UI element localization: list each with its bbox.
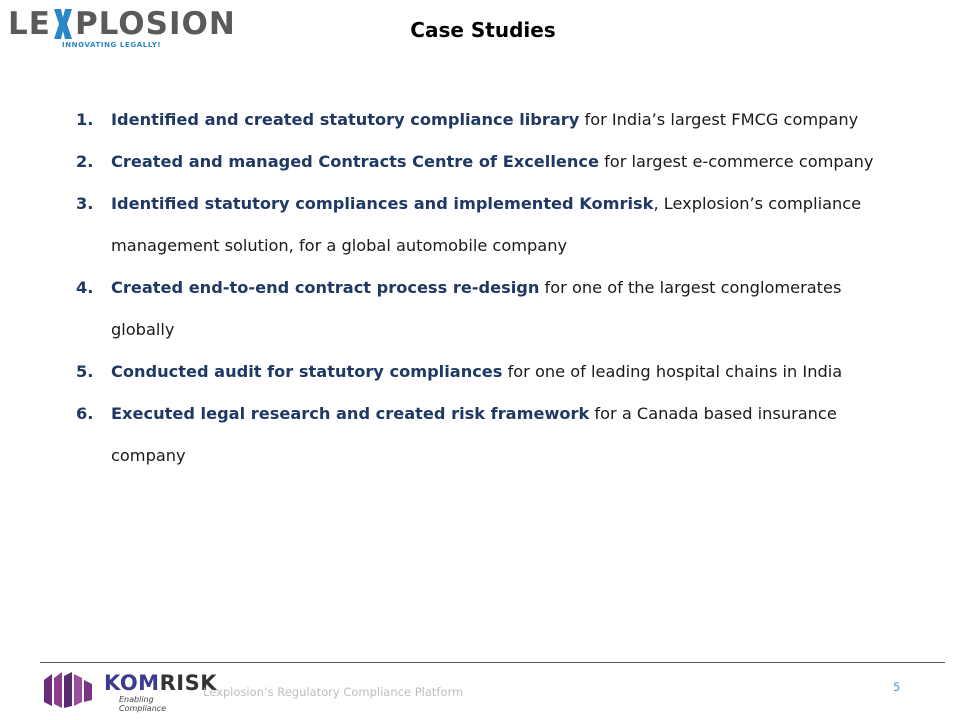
- case-study-item: [76, 183, 906, 267]
- case-study-number: 1.: [76, 110, 94, 129]
- case-study-detail: for one of the largest conglomerates globally: [111, 278, 842, 339]
- case-study-item: [76, 99, 906, 141]
- case-study-highlight: Created end-to-end contract process re-design: [111, 278, 540, 297]
- lexplosion-wordmark: LE PLOSION: [8, 6, 236, 42]
- case-study-detail: for India’s largest FMCG company: [579, 110, 859, 129]
- case-study-item: [76, 393, 906, 477]
- komrisk-emblem-icon: [42, 670, 100, 714]
- case-study-item: [76, 141, 906, 183]
- case-study-number: 4.: [76, 278, 94, 297]
- case-study-text: [111, 141, 873, 183]
- case-study-highlight: Identified statutory compliances and implemented Komrisk: [111, 194, 654, 213]
- case-study-text: [111, 99, 858, 141]
- case-study-detail: , Lexplosion’s compliance management solution, for a global automobile company: [111, 194, 862, 255]
- case-study-text: [111, 393, 906, 477]
- case-study-item: [76, 267, 906, 351]
- page-number: 5: [893, 680, 901, 694]
- komrisk-logo: [42, 668, 217, 713]
- case-study-item: [76, 351, 906, 393]
- lexplosion-tagline: INNOVATING LEGALLY!: [62, 41, 162, 49]
- case-study-text: [111, 267, 906, 351]
- case-study-highlight: Executed legal research and created risk framework: [111, 404, 590, 423]
- case-study-detail: for one of leading hospital chains in India: [502, 362, 843, 381]
- case-study-list: [76, 99, 906, 477]
- case-study-highlight: Identified and created statutory compliance library: [111, 110, 580, 129]
- case-study-number: 6.: [76, 404, 94, 423]
- case-study-highlight: Created and managed Contracts Centre of Excellence: [111, 152, 599, 171]
- footer-caption: Lexplosion’s Regulatory Compliance Platform: [203, 685, 464, 699]
- case-study-number: 5.: [76, 362, 94, 381]
- page-title: Case Studies: [410, 18, 556, 42]
- case-study-text: [111, 183, 906, 267]
- komrisk-wordmark: KOMRISK: [104, 671, 217, 695]
- footer-divider: [40, 662, 945, 663]
- case-study-highlight: Conducted audit for statutory compliances: [111, 362, 503, 381]
- case-study-number: 2.: [76, 152, 94, 171]
- case-study-detail: for largest e-commerce company: [598, 152, 874, 171]
- komrisk-tagline: Enabling Compliance: [119, 695, 167, 713]
- case-study-text: [111, 351, 842, 393]
- case-study-number: 3.: [76, 194, 94, 213]
- case-study-detail: for a Canada based insurance company: [111, 404, 837, 465]
